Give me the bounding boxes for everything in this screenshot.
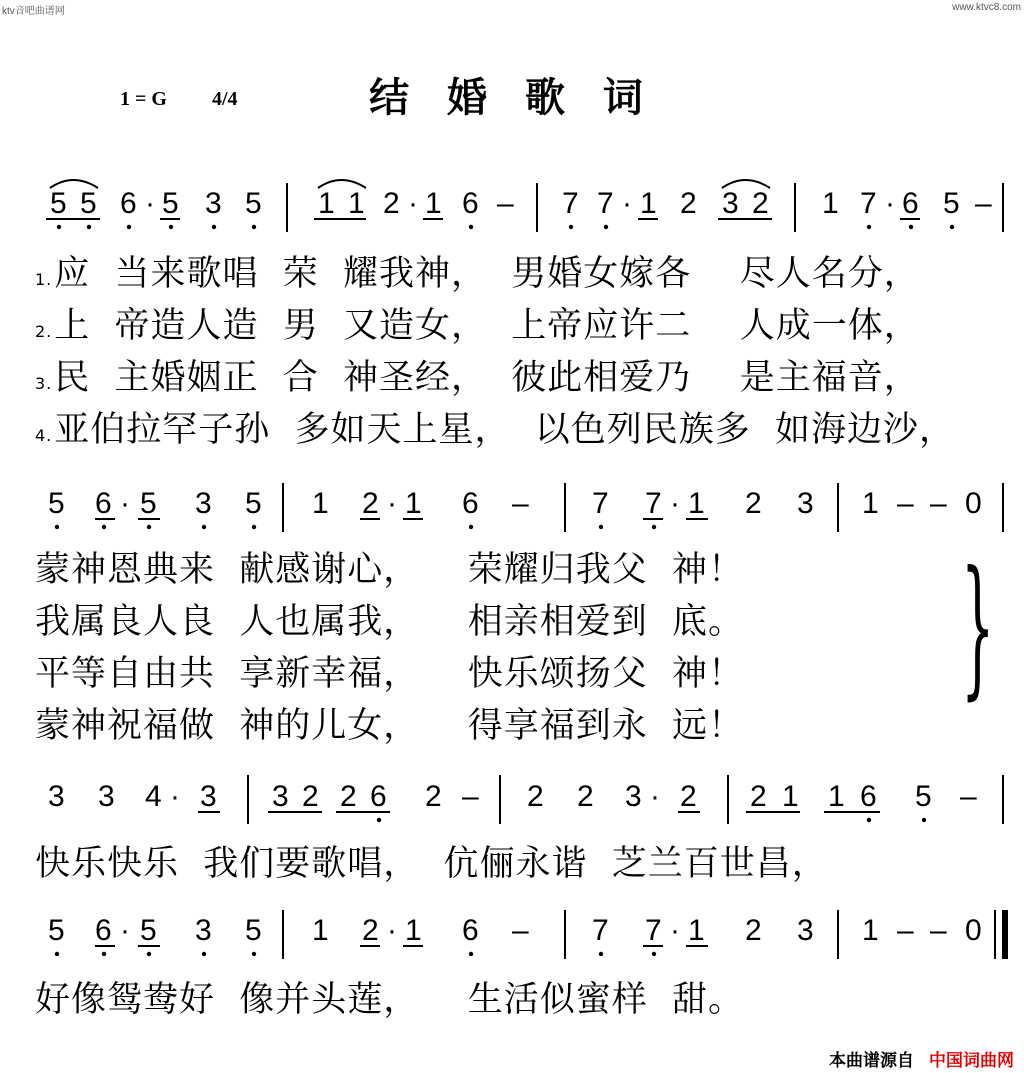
octave-dot [252, 525, 256, 529]
note: 6 [120, 187, 137, 220]
note: 5 [140, 487, 157, 520]
lyric-line: 快乐快乐 我们要歌唱， 伉俪永谐 芝兰百世昌， [35, 844, 828, 884]
note: 5 [50, 187, 67, 220]
note: – [462, 780, 479, 813]
note: 1 [862, 914, 879, 947]
note: 2 [680, 187, 697, 220]
lyric-line: 蒙神恩典来 献感谢心， 荣耀归我父 神！ [35, 550, 745, 590]
octave-dot [202, 525, 206, 529]
note: 3 [797, 487, 814, 520]
octave-dot [57, 225, 61, 229]
note: 6 [462, 187, 479, 220]
note: 7 [645, 914, 662, 947]
note: 4 [145, 780, 162, 813]
octave-dot [147, 952, 151, 956]
note: 2 [750, 780, 767, 813]
note: 7 [592, 487, 609, 520]
note: · [670, 487, 680, 520]
note: 5 [162, 187, 179, 220]
note: – [512, 487, 529, 520]
octave-dot [102, 525, 106, 529]
octave-dot [909, 225, 913, 229]
note: 3 [48, 780, 65, 813]
octave-dot [212, 225, 216, 229]
note: 5 [140, 914, 157, 947]
lyric-line: 蒙神祝福做 神的儿女， 得享福到永 远！ [35, 706, 745, 746]
octave-dot [652, 952, 656, 956]
note: 1 [688, 487, 705, 520]
time-signature: 4/4 [212, 88, 238, 110]
note: 3 [722, 187, 739, 220]
note: – [975, 187, 992, 220]
note: 5 [245, 487, 262, 520]
note: 7 [592, 914, 609, 947]
lyric-line: 我属良人良 人也属我， 相亲相爱到 底。 [35, 602, 745, 642]
note: – [897, 487, 914, 520]
note: 5 [48, 914, 65, 947]
octave-dot [102, 952, 106, 956]
note: · [120, 487, 130, 520]
key-signature: 1 = G [120, 88, 167, 110]
note: 3 [98, 780, 115, 813]
note: – [960, 780, 977, 813]
note: 2 [527, 780, 544, 813]
octave-dot [469, 525, 473, 529]
octave-dot [55, 952, 59, 956]
lyric-line: 好像鸳鸯好 像并头莲， 生活似蜜样 甜。 [35, 980, 745, 1020]
note: – [930, 914, 947, 947]
note: 3 [272, 780, 289, 813]
note: 3 [205, 187, 222, 220]
lyric-line: 1.应 当来歌唱 荣 耀我神， 男婚女嫁各 尽人名分， [35, 254, 920, 294]
note: 2 [425, 780, 442, 813]
note: · [145, 187, 155, 220]
note: 5 [943, 187, 960, 220]
note: 2 [577, 780, 594, 813]
note: · [170, 780, 180, 813]
note: 1 [828, 780, 845, 813]
note: · [387, 914, 397, 947]
octave-dot [377, 818, 381, 822]
note: 2 [362, 487, 379, 520]
note: 5 [80, 187, 97, 220]
note: 5 [245, 914, 262, 947]
note: 1 [348, 187, 365, 220]
octave-dot [599, 525, 603, 529]
lyric-line: 2.上 帝造人造 男 又造女， 上帝应许二 人成一体， [35, 306, 920, 346]
note: 3 [797, 914, 814, 947]
note: · [650, 780, 660, 813]
note: 1 [312, 914, 329, 947]
note: – [497, 187, 514, 220]
octave-dot [469, 225, 473, 229]
lyric-line: 3.民 主婚姻正 合 神圣经， 彼此相爱乃 是主福音， [35, 358, 920, 398]
octave-dot [569, 225, 573, 229]
note: 6 [95, 914, 112, 947]
octave-dot [127, 225, 131, 229]
watermark-left: ktv音吧曲谱网 [2, 6, 65, 17]
note: – [897, 914, 914, 947]
note: 3 [195, 487, 212, 520]
note: 2 [752, 187, 769, 220]
source-label: 本曲谱源自 [829, 1051, 914, 1071]
note: 3 [625, 780, 642, 813]
verse-brace: } [961, 540, 995, 714]
note: 7 [562, 187, 579, 220]
note: · [408, 187, 418, 220]
octave-dot [252, 952, 256, 956]
note: 3 [195, 914, 212, 947]
octave-dot [867, 225, 871, 229]
note: 1 [318, 187, 335, 220]
note: 1 [405, 914, 422, 947]
note: 6 [902, 187, 919, 220]
note: 5 [48, 487, 65, 520]
octave-dot [202, 952, 206, 956]
note: 2 [340, 780, 357, 813]
octave-dot [147, 525, 151, 529]
octave-dot [469, 952, 473, 956]
note: – [930, 487, 947, 520]
octave-dot [87, 225, 91, 229]
lyric-line: 平等自由共 享新幸福， 快乐颂扬父 神！ [35, 654, 745, 694]
note: 1 [425, 187, 442, 220]
note: 7 [597, 187, 614, 220]
note: 3 [200, 780, 217, 813]
note: · [885, 187, 895, 220]
note: · [670, 914, 680, 947]
note: · [120, 914, 130, 947]
octave-dot [604, 225, 608, 229]
source-site-link[interactable]: 中国词曲网 [929, 1051, 1014, 1071]
note: 5 [245, 187, 262, 220]
note: 2 [680, 780, 697, 813]
note: 6 [462, 914, 479, 947]
note: · [622, 187, 632, 220]
octave-dot [652, 525, 656, 529]
octave-dot [599, 952, 603, 956]
note: · [387, 487, 397, 520]
note: 6 [95, 487, 112, 520]
note: 7 [860, 187, 877, 220]
note: 1 [312, 487, 329, 520]
note: 0 [965, 914, 982, 947]
note: 1 [405, 487, 422, 520]
octave-dot [950, 225, 954, 229]
note: 1 [862, 487, 879, 520]
note: 1 [688, 914, 705, 947]
note: 6 [462, 487, 479, 520]
note: 2 [362, 914, 379, 947]
note: 1 [782, 780, 799, 813]
note: 2 [302, 780, 319, 813]
octave-dot [252, 225, 256, 229]
note: 1 [640, 187, 657, 220]
song-title: 结 婚 歌 词 [369, 75, 655, 121]
watermark-right: www.ktvc8.com [952, 2, 1021, 13]
note: 2 [383, 187, 400, 220]
note: – [512, 914, 529, 947]
note: 2 [745, 914, 762, 947]
note: 2 [745, 487, 762, 520]
note: 7 [645, 487, 662, 520]
note: 5 [915, 780, 932, 813]
note: 6 [370, 780, 387, 813]
octave-dot [169, 225, 173, 229]
note: 6 [860, 780, 877, 813]
note: 1 [822, 187, 839, 220]
note: 0 [965, 487, 982, 520]
octave-dot [55, 525, 59, 529]
octave-dot [922, 818, 926, 822]
lyric-line: 4.亚伯拉罕子孙 多如天上星， 以色列民族多 如海边沙， [35, 410, 956, 450]
octave-dot [867, 818, 871, 822]
